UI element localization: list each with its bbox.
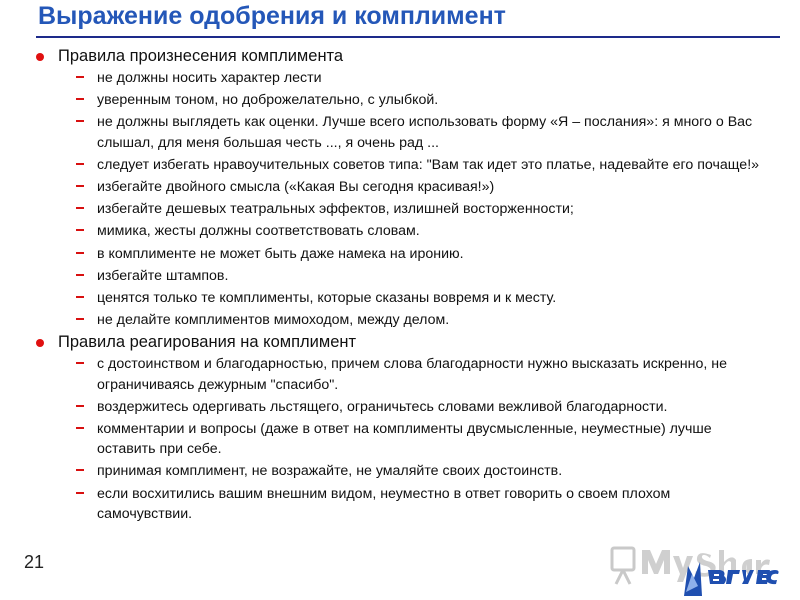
section-compliment-rules [34, 46, 764, 330]
dash-icon [76, 405, 84, 407]
list-item [76, 155, 764, 175]
university-emblem-icon [684, 562, 702, 596]
list-item-text: избегайте дешевых театральных эффектов, излишней восторженности; [97, 201, 574, 218]
list-item-text: с достоинством и благодарностью, причем слова благодарности нужно высказать искренно, не ограничиваясь дежурным "спасибо". [97, 356, 727, 393]
page-number: 21 [24, 552, 45, 572]
title-underline [36, 36, 780, 38]
dash-icon [76, 207, 84, 209]
list-item-text: уверенным тоном, но доброжелательно, с улыбкой. [97, 92, 439, 109]
rule-list [34, 68, 764, 330]
list-item [76, 419, 764, 459]
list-item-text: не должны выглядеть как оценки. Лучше всего использовать форму «Я – послания»: я много о Вас слышал, для меня большая честь ..., я очень рад ... [97, 114, 753, 151]
list-item-text: принимая комплимент, не возражайте, не умаляйте своих достоинств. [97, 463, 563, 480]
dash-icon [76, 120, 84, 122]
dash-icon [76, 469, 84, 471]
section-heading [34, 332, 764, 353]
list-item-text: следует избегать нравоучительных советов типа: "Вам так идет это платье, надевайте его почаще!» [97, 156, 760, 173]
list-item-text: избегайте двойного смысла («Какая Вы сегодня красивая!») [97, 179, 495, 196]
dash-icon [76, 296, 84, 298]
dash-icon [76, 492, 84, 494]
list-item-text: комментарии и вопросы (даже в ответ на комплименты двусмысленные, неуместные) лучше оставить при себе. [97, 421, 712, 458]
section-response-rules [34, 332, 764, 524]
slide-content [34, 46, 764, 526]
list-item-text: мимика, жесты должны соответствовать словам. [97, 223, 420, 240]
list-item-text: избегайте штампов. [97, 267, 229, 284]
list-item [76, 310, 764, 330]
section-heading-text: Правила реагирования на комплимент [58, 333, 357, 352]
slide-title: Выражение одобрения и комплимент [38, 2, 506, 30]
dash-icon [76, 274, 84, 276]
presentation-board-icon [612, 548, 634, 584]
dash-icon [76, 318, 84, 320]
list-item [76, 354, 764, 394]
dash-icon [76, 163, 84, 165]
list-item [76, 461, 764, 481]
list-item-text: не должны носить характер лести [97, 70, 322, 86]
list-item [76, 199, 764, 219]
list-item [76, 266, 764, 286]
rule-list [34, 354, 764, 524]
list-item [76, 68, 764, 88]
dash-icon [76, 76, 84, 78]
list-item [76, 177, 764, 197]
list-item [76, 221, 764, 241]
list-item [76, 244, 764, 264]
list-item [76, 112, 764, 152]
dash-icon [76, 229, 84, 231]
dash-icon [76, 185, 84, 187]
list-item-text: воздержитесь одергивать льстящего, ограничьтесь словами вежливой благодарности. [97, 398, 668, 415]
dash-icon [76, 362, 84, 364]
list-item [76, 397, 764, 417]
logo-lettering [708, 570, 779, 584]
dash-icon [76, 98, 84, 100]
list-item-text: если восхитились вашим внешним видом, неуместно в ответ говорить о своем плохом самочувствии. [97, 485, 671, 522]
bullet-dot-icon [36, 339, 44, 347]
list-item-text: не делайте комплиментов мимоходом, между делом. [97, 312, 450, 329]
university-logo [680, 556, 780, 598]
dash-icon [76, 252, 84, 254]
list-item [76, 288, 764, 308]
bullet-dot-icon [36, 53, 44, 61]
dash-icon [76, 427, 84, 429]
list-item [76, 90, 764, 110]
list-item-text: в комплименте не может быть даже намека на иронию. [97, 245, 464, 262]
list-item-text: ценятся только те комплименты, которые сказаны вовремя и к месту. [97, 290, 557, 307]
section-heading [34, 46, 764, 67]
section-heading-text: Правила произнесения комплимента [58, 47, 344, 65]
list-item [76, 484, 764, 524]
